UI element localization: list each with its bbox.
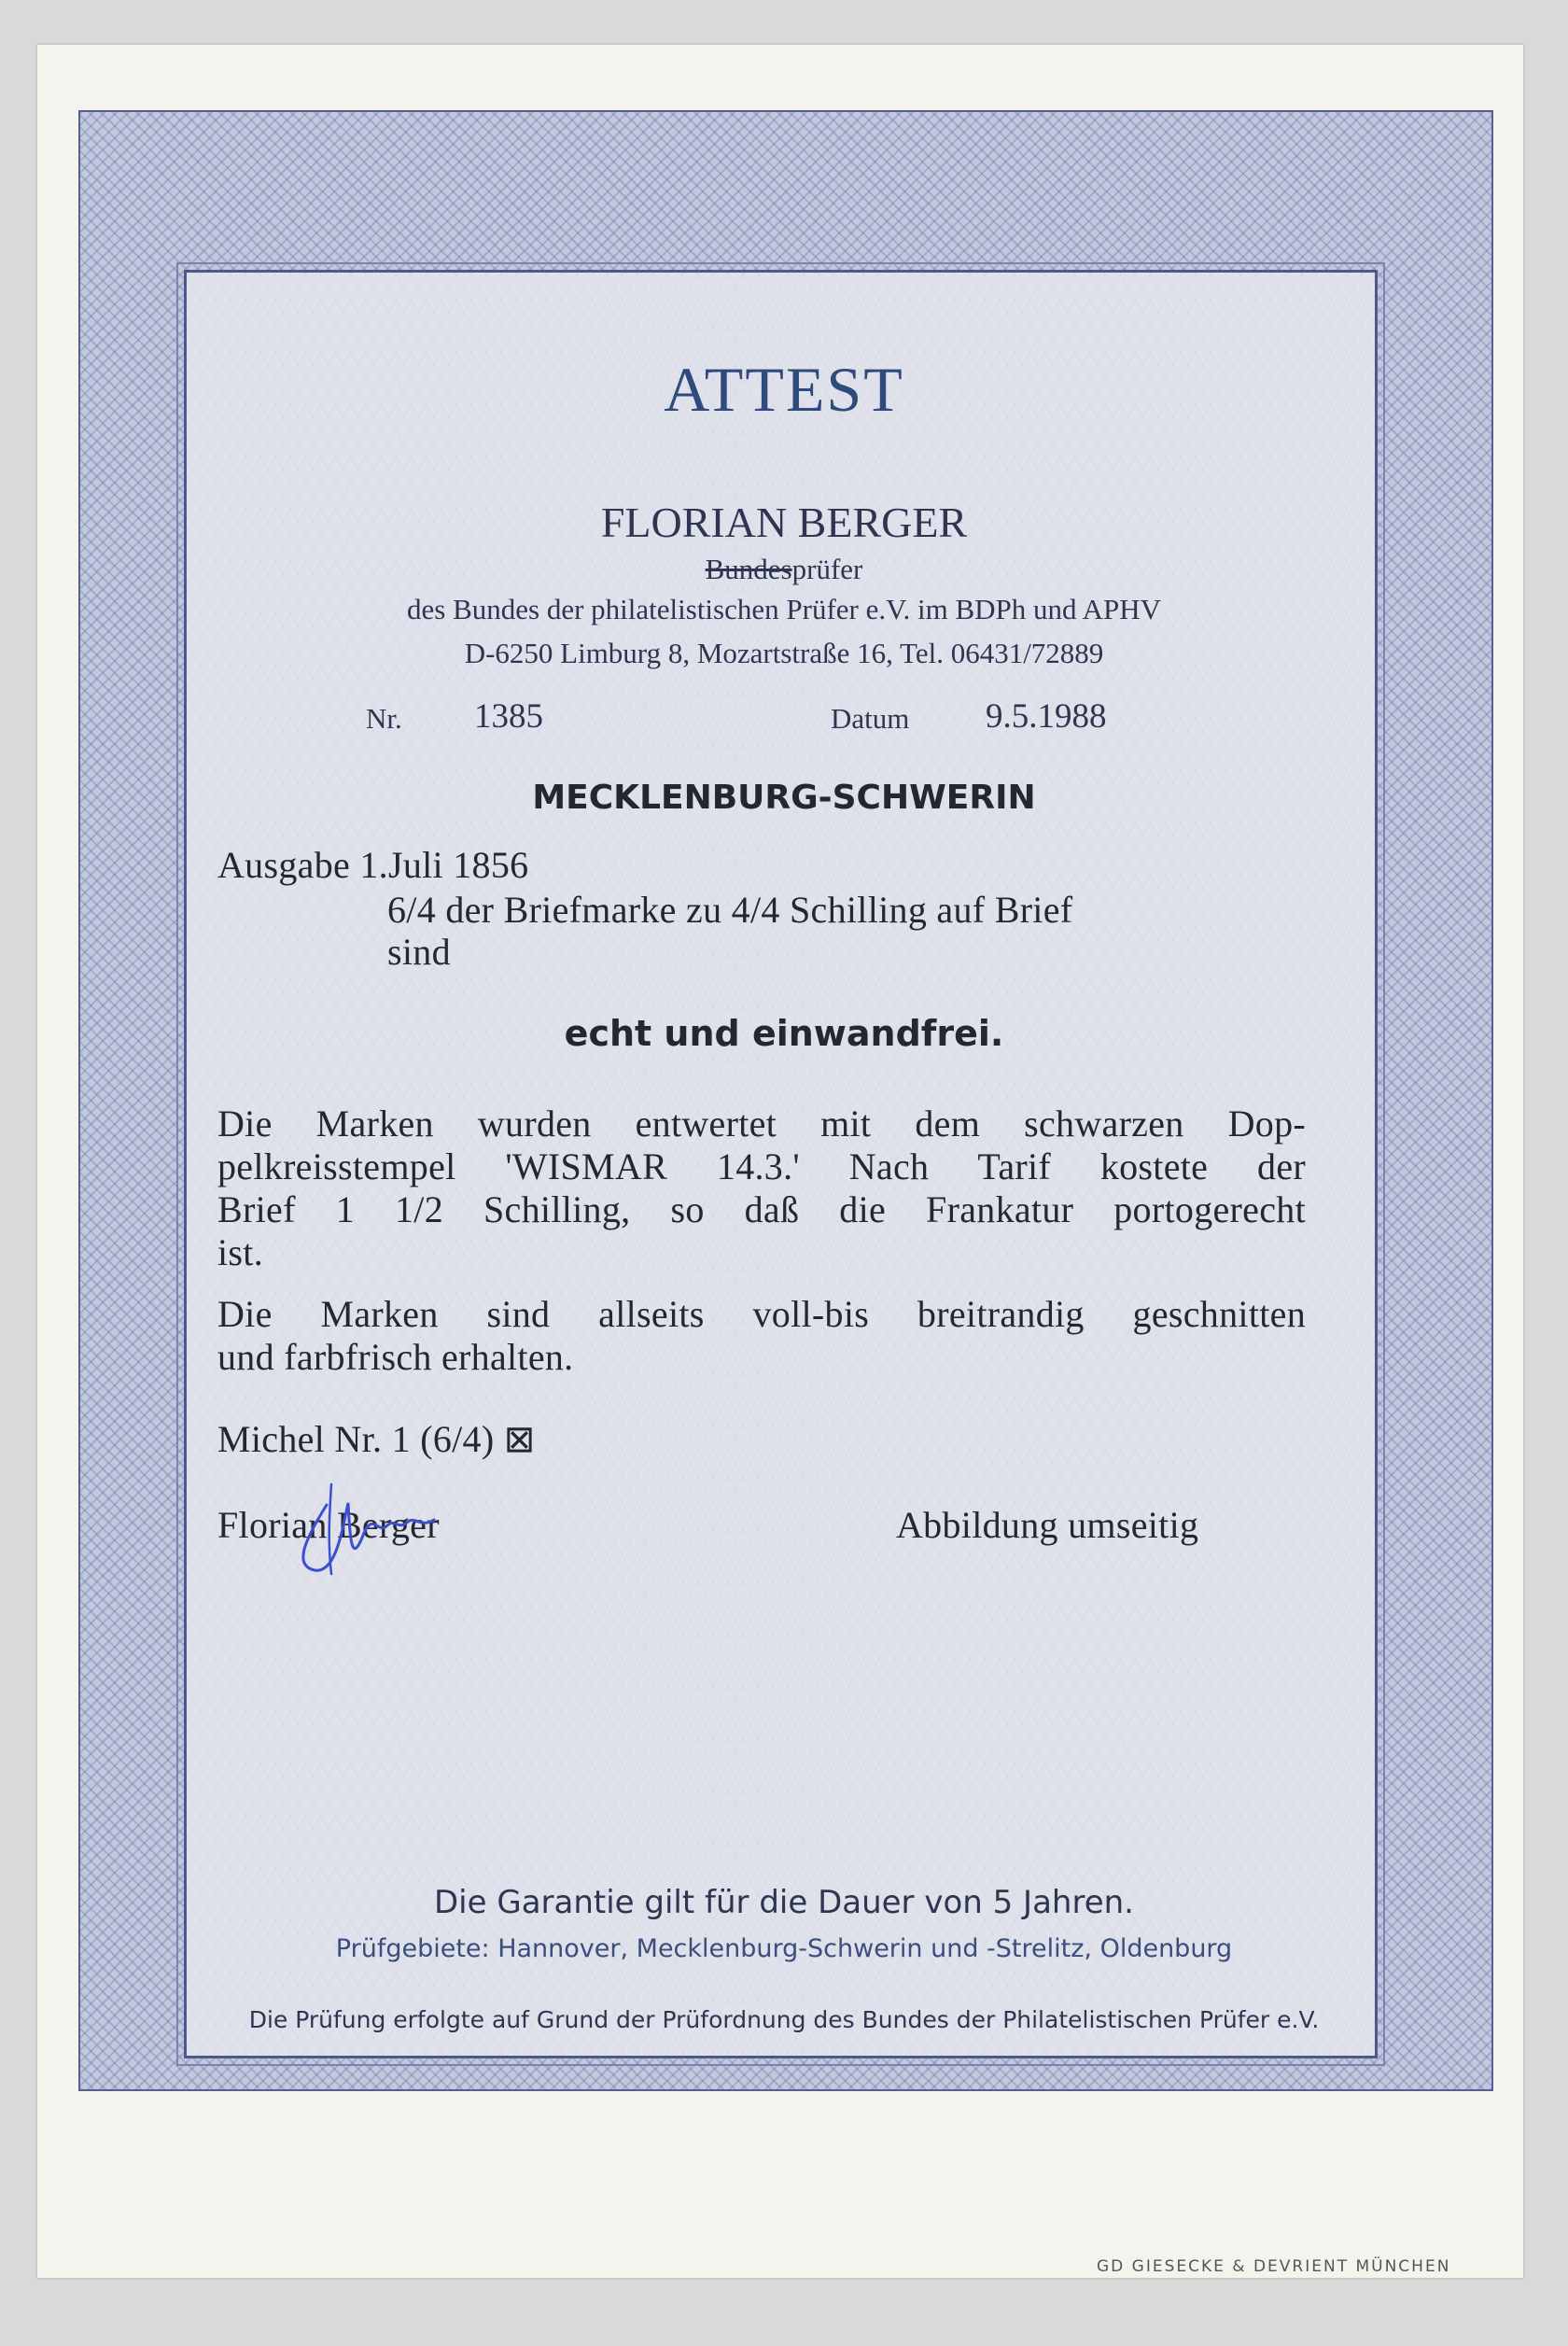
paragraph2-line: Die Marken sind allseits voll-bis breitrandig geschnitten — [217, 1293, 1306, 1335]
footer-note: Die Prüfung erfolgte auf Grund der Prüfordnung des Bundes der Philatelistischen Prüfer e.V. — [248, 2006, 1320, 2033]
stamp-description: 6/4 der Briefmarke zu 4/4 Schilling auf Brief — [387, 889, 1073, 931]
illustration-note: Abbildung umseitig — [896, 1504, 1199, 1546]
verdict: echt und einwandfrei. — [564, 1013, 1004, 1054]
paragraph2-line: und farbfrisch erhalten. — [217, 1336, 574, 1378]
paragraph1-line: pelkreisstempel 'WISMAR 14.3.' Nach Tarif kostete der — [217, 1145, 1306, 1187]
region-heading: MECKLENBURG-SCHWERIN — [532, 779, 1036, 817]
examiner-name: FLORIAN BERGER — [600, 499, 968, 546]
sind-line: sind — [387, 931, 451, 973]
certificate-title: ATTEST — [664, 354, 904, 425]
guarantee-line: Die Garantie gilt für die Dauer von 5 Jahren. — [434, 1884, 1134, 1921]
michel-reference: Michel Nr. 1 (6/4) ⊠ — [217, 1418, 536, 1460]
nr-value: 1385 — [474, 697, 543, 736]
examiner-association: des Bundes der philatelistischen Prüfer e.V. im BDPh und APHV — [407, 593, 1161, 625]
nr-label: Nr. — [366, 702, 402, 735]
paragraph1-line: Die Marken wurden entwertet mit dem schwarzen Dop- — [217, 1103, 1306, 1145]
paragraph1-line: Brief 1 1/2 Schilling, so daß die Frankatur portogerecht — [217, 1188, 1306, 1230]
paragraph1-line: ist. — [217, 1231, 263, 1273]
role-suffix: prüfer — [791, 553, 863, 585]
examiner-signature-name: Florian Berger — [217, 1504, 440, 1546]
printer-imprint: GD GIESECKE & DEVRIENT MÜNCHEN — [1097, 2257, 1451, 2276]
examiner-address: D-6250 Limburg 8, Mozartstraße 16, Tel. 06431/72889 — [464, 637, 1104, 669]
date-value: 9.5.1988 — [986, 697, 1107, 736]
examination-areas: Prüfgebiete: Hannover, Mecklenburg-Schwerin und -Strelitz, Oldenburg — [335, 1934, 1233, 1963]
handwritten-signature — [238, 1477, 481, 1580]
examiner-role — [0, 553, 1568, 586]
issue-line: Ausgabe 1.Juli 1856 — [217, 844, 529, 886]
date-label: Datum — [831, 702, 910, 735]
struck-role-prefix: Bundes — [705, 553, 792, 585]
